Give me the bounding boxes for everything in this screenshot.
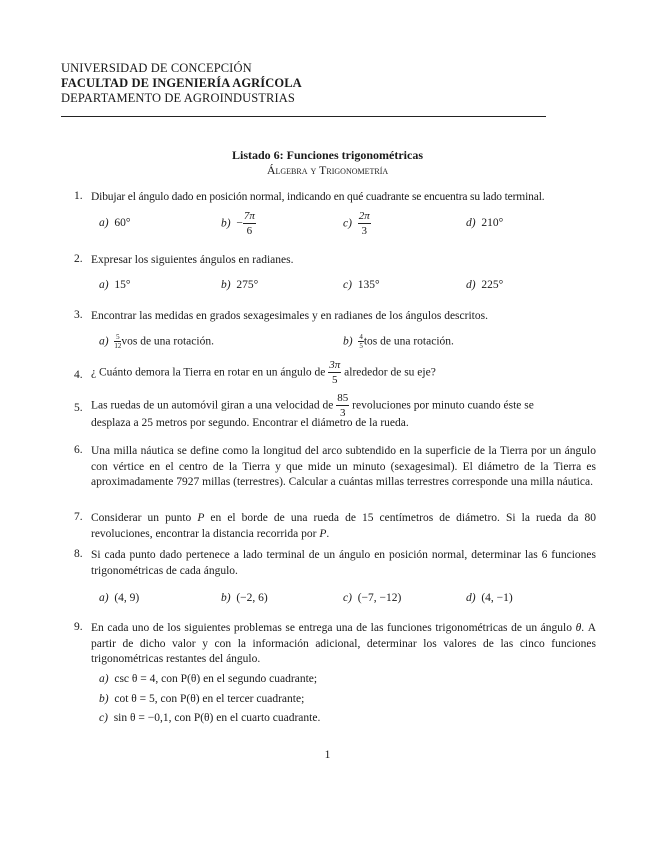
problem-number: 3. bbox=[74, 309, 83, 321]
option-a bbox=[99, 592, 139, 604]
option-a bbox=[99, 673, 317, 685]
text-segment: . A partir de dicho valor y con la información adicional, determinar los valores de las cinco funciones trigonométricas restantes del ángulo. bbox=[91, 622, 596, 665]
option-value: 275° bbox=[236, 279, 259, 291]
option-label: c) bbox=[343, 592, 352, 604]
option-d bbox=[466, 217, 503, 229]
problem-number: 7. bbox=[74, 511, 83, 523]
problem-text: Encontrar las medidas en grados sexagesimales y en radianes de los ángulos descritos. bbox=[91, 310, 488, 322]
text-before: Las ruedas de un automóvil giran a una velocidad de bbox=[91, 399, 334, 412]
text-after: revoluciones por minuto cuando éste se bbox=[352, 399, 534, 412]
option-a bbox=[99, 279, 130, 291]
problem-text bbox=[91, 360, 436, 386]
problem-text bbox=[91, 621, 596, 668]
fraction-numerator: 7π bbox=[243, 210, 255, 222]
problem-text bbox=[91, 511, 596, 542]
option-label: b) bbox=[221, 592, 231, 604]
option-c bbox=[343, 211, 371, 237]
text-before: ¿ Cuánto demora la Tierra en rotar en un ángulo de bbox=[91, 366, 326, 379]
problem-number: 2. bbox=[74, 253, 83, 265]
option-b bbox=[343, 334, 454, 350]
problem-text: Una milla náutica se define como la longitud del arco subtendido en la superficie de la Tierra por un ángulo con vértice en el centro de la Tierra y que mide un minuto (sexagesimal). El diámetro de la Tierra es aproximadamente 7927 millas (terrestres). Calcular a cuántas millas terrestres corresponde una milla náutica. bbox=[91, 445, 596, 488]
option-value: 60° bbox=[114, 217, 131, 229]
fraction bbox=[328, 360, 341, 386]
option-text: vos de una rotación. bbox=[121, 335, 214, 348]
problem-number: 4. bbox=[74, 369, 83, 381]
page-title: Listado 6: Funciones trigonométricas bbox=[232, 148, 423, 162]
option-value: 135° bbox=[357, 279, 380, 291]
option-label: b) bbox=[99, 693, 109, 705]
fraction-numerator: 2π bbox=[358, 210, 370, 222]
problem-number: 6. bbox=[74, 444, 83, 456]
fraction-denominator: 3 bbox=[340, 407, 346, 419]
option-b bbox=[221, 279, 258, 291]
text-segment: . bbox=[326, 527, 330, 540]
option-label: c) bbox=[343, 217, 352, 230]
option-value: (−7, −12) bbox=[357, 592, 402, 604]
option-c bbox=[343, 279, 380, 291]
option-d bbox=[466, 592, 513, 604]
department-name: DEPARTAMENTO DE AGROINDUSTRIAS bbox=[61, 91, 295, 105]
fraction-denominator: 6 bbox=[246, 225, 253, 237]
option-a bbox=[99, 217, 130, 229]
fraction-numerator: 85 bbox=[337, 392, 349, 404]
option-value: cot θ = 5, con P(θ) en el tercer cuadrante; bbox=[114, 693, 305, 705]
option-label: b) bbox=[221, 279, 231, 291]
option-label: a) bbox=[99, 335, 109, 348]
option-value: 225° bbox=[481, 279, 504, 291]
fraction-numerator: 3π bbox=[329, 359, 341, 371]
option-d bbox=[466, 279, 503, 291]
faculty-name: FACULTAD DE INGENIERÍA AGRÍCOLA bbox=[61, 76, 302, 90]
option-value: (−2, 6) bbox=[236, 592, 268, 604]
fraction-denominator: 5 bbox=[332, 374, 338, 386]
option-label: d) bbox=[466, 592, 476, 604]
variable-theta: θ bbox=[575, 622, 582, 634]
problem-text: Expresar los siguientes ángulos en radianes. bbox=[91, 254, 294, 266]
option-label: a) bbox=[99, 279, 109, 291]
option-value: (4, 9) bbox=[114, 592, 140, 604]
option-c bbox=[99, 712, 320, 724]
text-segment: en el borde de una rueda de 15 centímetros de diámetro. Si la rueda da 80 revoluciones, encontrar la distancia recorrida por bbox=[91, 512, 596, 540]
option-label: c) bbox=[99, 712, 108, 724]
header-rule bbox=[61, 116, 546, 117]
text-after: alrededor de su eje? bbox=[344, 366, 436, 379]
option-value: sin θ = −0,1, con P(θ) en el cuarto cuadrante. bbox=[113, 712, 321, 724]
option-b bbox=[99, 693, 304, 705]
fraction-numerator: 5 bbox=[116, 333, 120, 341]
page-subtitle: Álgebra y Trigonometría bbox=[266, 163, 389, 177]
text-segment: Considerar un punto bbox=[91, 512, 198, 524]
option-text: tos de una rotación. bbox=[363, 335, 454, 348]
fraction-denominator: 5 bbox=[359, 342, 363, 350]
option-label: d) bbox=[466, 217, 476, 229]
option-label: a) bbox=[99, 592, 109, 604]
option-value: csc θ = 4, con P(θ) en el segundo cuadrante; bbox=[114, 673, 318, 685]
minus-sign: − bbox=[236, 217, 243, 230]
text-segment: En cada uno de los siguientes problemas se entrega una de las funciones trigonométricas de un ángulo bbox=[91, 622, 576, 634]
option-label: c) bbox=[343, 279, 352, 291]
page-number: 1 bbox=[324, 749, 331, 761]
option-label: a) bbox=[99, 217, 109, 229]
problem-number: 9. bbox=[74, 621, 83, 633]
problem-text-line2: desplaza a 25 metros por segundo. Encontrar el diámetro de la rueda. bbox=[91, 417, 409, 429]
option-b bbox=[221, 592, 268, 604]
option-label: a) bbox=[99, 673, 109, 685]
fraction-numerator: 4 bbox=[359, 333, 363, 341]
variable-p: P bbox=[197, 512, 205, 524]
problem-number: 5. bbox=[74, 402, 83, 414]
variable-p: P bbox=[319, 527, 327, 540]
option-a bbox=[99, 334, 214, 350]
option-label: d) bbox=[466, 279, 476, 291]
problem-text: Si cada punto dado pertenece a lado terminal de un ángulo en posición normal, determinar las 6 funciones trigonométricas de cada ángulo. bbox=[91, 549, 596, 577]
fraction bbox=[358, 211, 371, 237]
option-value: 15° bbox=[114, 279, 131, 291]
problem-number: 8. bbox=[74, 548, 83, 560]
option-value: (4, −1) bbox=[481, 592, 513, 604]
fraction-denominator: 12 bbox=[114, 342, 122, 350]
problem-text: Dibujar el ángulo dado en posición normal, indicando en qué cuadrante se encuentra su lado terminal. bbox=[91, 191, 545, 203]
option-b bbox=[221, 211, 256, 237]
option-c bbox=[343, 592, 401, 604]
fraction bbox=[243, 211, 256, 237]
option-label: b) bbox=[221, 217, 231, 230]
fraction-denominator: 3 bbox=[361, 225, 367, 237]
university-name: UNIVERSIDAD DE CONCEPCIÓN bbox=[61, 61, 252, 75]
problem-number: 1. bbox=[74, 190, 83, 202]
option-label: b) bbox=[343, 335, 353, 348]
option-value: 210° bbox=[481, 217, 504, 229]
